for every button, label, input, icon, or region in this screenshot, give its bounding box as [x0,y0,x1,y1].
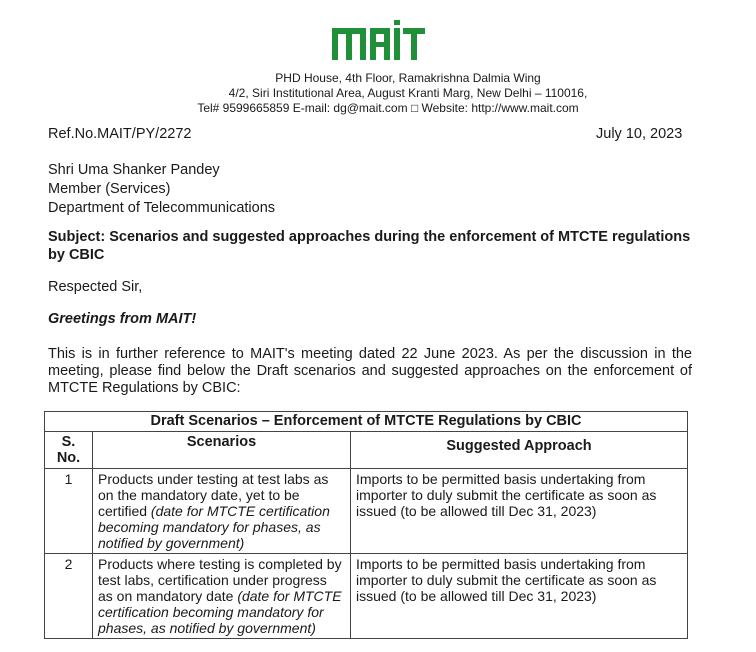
letter-date: July 10, 2023 [596,126,683,142]
table-row [45,469,688,554]
row-scenario [93,554,351,639]
addressee-department: Department of Telecommunications [48,200,276,216]
row-approach: Imports to be permitted basis undertaking from importer to duly submit the certificate as soon as issued (to be allowed till Dec 31, 2023) [351,469,688,554]
letterhead-address-line1: PHD House, 4th Floor, Ramakrishna Dalmia Wing [275,71,541,85]
greeting: Greetings from MAIT! [48,311,197,327]
row-scenario [93,469,351,554]
header-scenarios: Scenarios [93,432,351,469]
header-sno: S. No. [45,432,93,469]
reference-number: Ref.No.MAIT/PY/2272 [48,126,192,142]
scenario-note: (date for MTCTE certification becoming mandatory for phases, as notified by government) [98,588,342,636]
scenarios-table [44,411,688,639]
row-sno: 2 [45,554,93,639]
header-suggested-approach: Suggested Approach [351,432,688,469]
table-row [45,554,688,639]
addressee-designation: Member (Services) [48,181,171,197]
table-caption: Draft Scenarios – Enforcement of MTCTE Regulations by CBIC [45,412,688,432]
addressee-block [48,161,275,218]
salutation: Respected Sir, [48,279,143,295]
letterhead-contact-line: Tel# 9599665859 E-mail: dg@mait.com □ Website: http://www.mait.com [197,101,579,115]
scenario-text: Products under testing at test labs as on the mandatory date, yet to be certified [98,471,329,519]
subject-line: Subject: Scenarios and suggested approaches during the enforcement of MTCTE regulations by CBIC [48,229,691,263]
row-sno: 1 [45,469,93,554]
scenario-text: Products where testing is completed by test labs, certification under progress as on mandatory date [98,556,342,604]
letterhead-address-line2: 4/2, Siri Institutional Area, August Kranti Marg, New Delhi – 110016, [228,86,588,100]
addressee-name: Shri Uma Shanker Pandey [48,162,220,178]
mait-logo [332,18,426,64]
row-approach: Imports to be permitted basis undertaking from importer to duly submit the certificate as soon as issued (to be allowed till Dec 31, 2023) [351,554,688,639]
body-paragraph: This is in further reference to MAIT's meeting dated 22 June 2023. As per the discussion in the meeting, please find below the Draft scenarios and suggested approaches on the enforcement of MTCTE Regulations by CBIC: [48,346,692,396]
scenario-note: (date for MTCTE certification becoming mandatory for phases, as notified by government) [98,503,330,551]
